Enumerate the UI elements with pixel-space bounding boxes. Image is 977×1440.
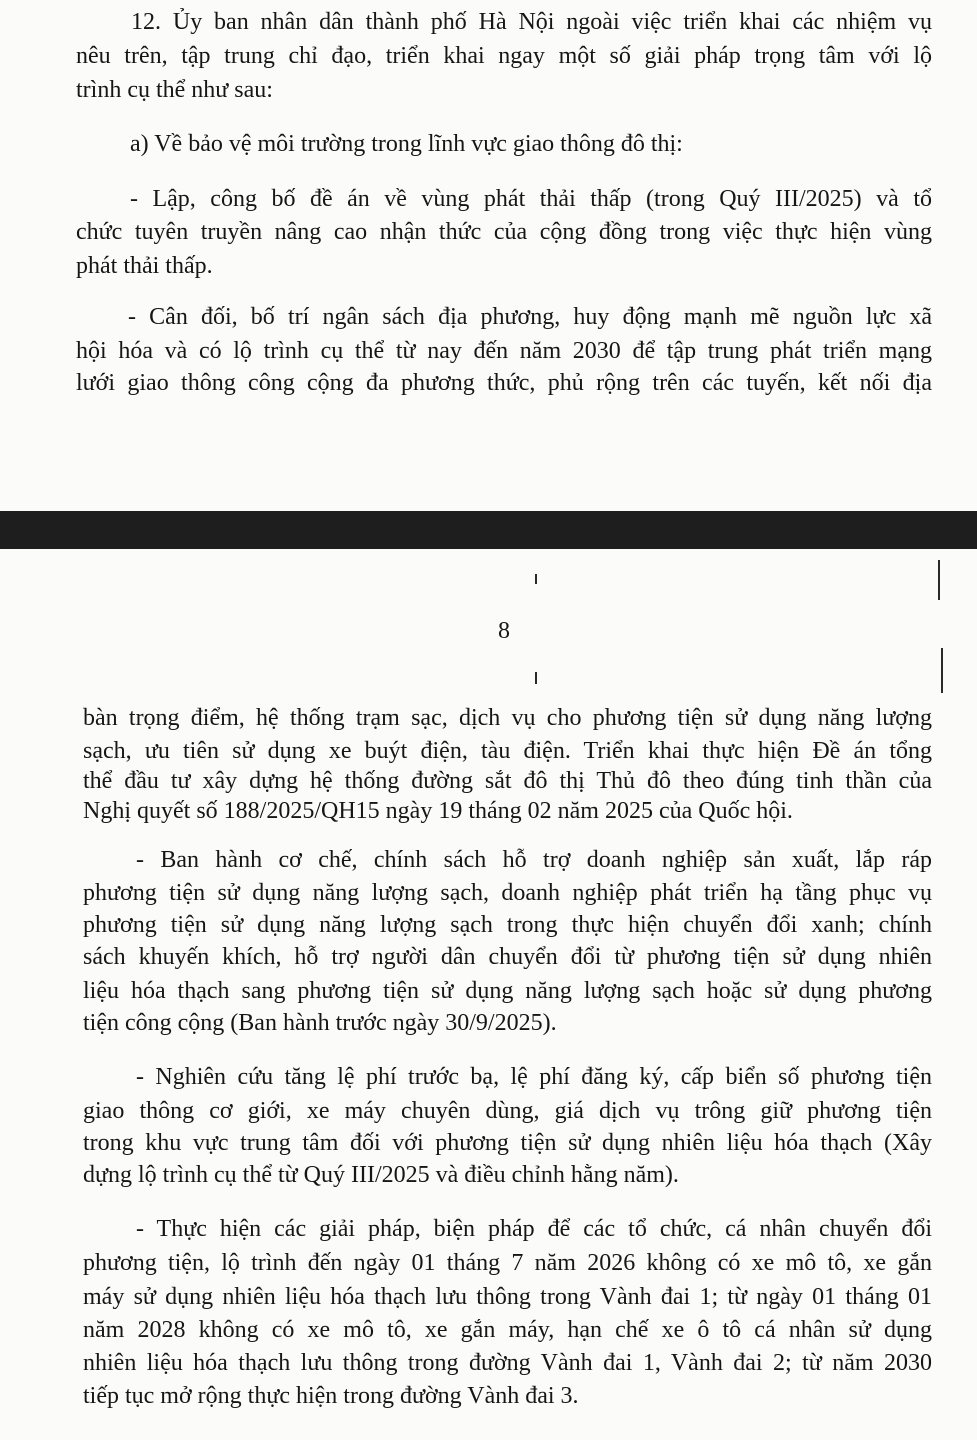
text-line: - Nghiên cứu tăng lệ phí trước bạ, lệ phí đăng ký, cấp biển số phương tiện — [136, 1064, 932, 1090]
scan-mark — [941, 648, 943, 693]
text-line: năm 2028 không có xe mô tô, xe gắn máy, hạn chế xe ô tô cá nhân sử dụng — [83, 1317, 932, 1343]
scan-mark — [535, 672, 537, 684]
text-line: trong khu vực trung tâm đối với phương tiện sử dụng nhiên liệu hóa thạch (Xây — [83, 1130, 932, 1156]
text-line: nhiên liệu hóa thạch lưu thông trong đường Vành đai 1, Vành đai 2; từ năm 2030 — [83, 1350, 932, 1376]
text-line: hội hóa và có lộ trình cụ thể từ nay đến năm 2030 để tập trung phát triển mạng — [76, 338, 932, 364]
text-line: phát thải thấp. — [76, 253, 213, 279]
text-line: bàn trọng điểm, hệ thống trạm sạc, dịch vụ cho phương tiện sử dụng năng lượng — [83, 705, 932, 731]
text-line: dựng lộ trình cụ thể từ Quý III/2025 và điều chỉnh hằng năm). — [83, 1162, 679, 1188]
text-line: thể đầu tư xây dựng hệ thống đường sắt đô thị Thủ đô theo đúng tinh thần của — [83, 768, 932, 794]
text-line: 12. Ủy ban nhân dân thành phố Hà Nội ngoài việc triển khai các nhiệm vụ — [131, 9, 932, 35]
text-line: sách khuyến khích, hỗ trợ người dân chuyển đổi từ phương tiện sử dụng nhiên — [83, 944, 932, 970]
text-line: sạch, ưu tiên sử dụng xe buýt điện, tàu điện. Triển khai thực hiện Đề án tổng — [83, 738, 932, 764]
text-line: phương tiện sử dụng năng lượng sạch, doanh nghiệp phát triển hạ tầng phục vụ — [83, 880, 932, 906]
section-heading: a) Về bảo vệ môi trường trong lĩnh vực giao thông đô thị: — [130, 131, 683, 157]
text-line: - Cân đối, bố trí ngân sách địa phương, huy động mạnh mẽ nguồn lực xã — [128, 304, 932, 330]
text-line: tiếp tục mở rộng thực hiện trong đường Vành đai 3. — [83, 1383, 579, 1409]
text-line: nêu trên, tập trung chỉ đạo, triển khai ngay một số giải pháp trọng tâm với lộ — [76, 43, 932, 69]
text-line: - Ban hành cơ chế, chính sách hỗ trợ doanh nghiệp sản xuất, lắp ráp — [136, 847, 932, 873]
text-line: phương tiện sử dụng năng lượng sạch trong thực hiện chuyển đổi xanh; chính — [83, 912, 932, 938]
scan-mark — [938, 560, 940, 600]
text-line: - Lập, công bố đề án về vùng phát thải thấp (trong Quý III/2025) và tổ — [130, 186, 932, 212]
text-line: Nghị quyết số 188/2025/QH15 ngày 19 tháng 02 năm 2025 của Quốc hội. — [83, 798, 793, 824]
text-line: tiện công cộng (Ban hành trước ngày 30/9/2025). — [83, 1010, 557, 1036]
text-line: liệu hóa thạch sang phương tiện sử dụng năng lượng sạch hoặc sử dụng phương — [83, 978, 932, 1004]
text-line: - Thực hiện các giải pháp, biện pháp để các tổ chức, cá nhân chuyển đổi — [136, 1216, 932, 1242]
text-line: máy sử dụng nhiên liệu hóa thạch lưu thông trong Vành đai 1; từ ngày 01 tháng 01 — [83, 1284, 932, 1310]
text-line: chức tuyên truyền nâng cao nhận thức của cộng đồng trong việc thực hiện vùng — [76, 219, 932, 245]
page-number: 8 — [498, 618, 510, 644]
page-divider-band — [0, 511, 977, 549]
text-line: phương tiện, lộ trình đến ngày 01 tháng 7 năm 2026 không có xe mô tô, xe gắn — [83, 1250, 932, 1276]
text-line: giao thông cơ giới, xe máy chuyên dùng, giá dịch vụ trông giữ phương tiện — [83, 1098, 932, 1124]
text-line: lưới giao thông công cộng đa phương thức, phủ rộng trên các tuyến, kết nối địa — [76, 370, 932, 396]
scan-mark — [535, 574, 537, 584]
text-line: trình cụ thể như sau: — [76, 77, 273, 103]
